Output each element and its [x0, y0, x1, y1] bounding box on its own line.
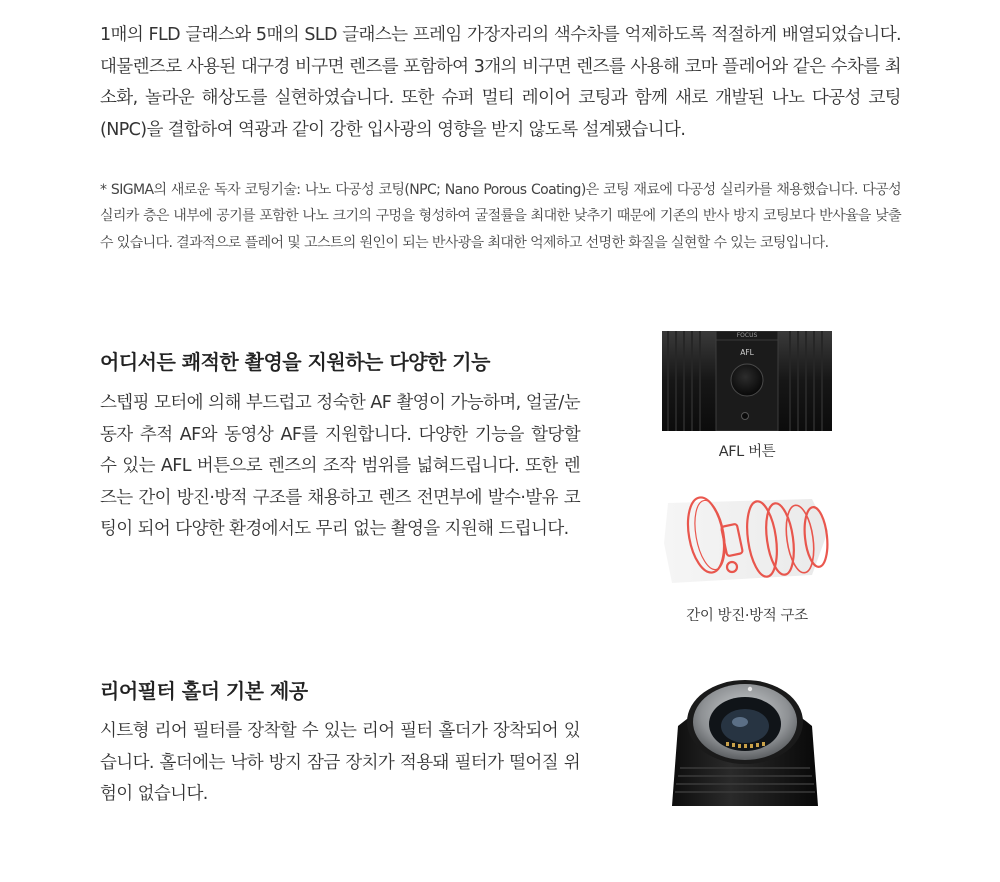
- section-rear-filter-title: 리어필터 홀더 기본 제공: [100, 679, 308, 703]
- intro-paragraph: 1매의 FLD 글래스와 5매의 SLD 글래스는 프레임 가장자리의 색수차를 억제하도록 적절하게 배열되었습니다. 대물렌즈로 사용된 대구경 비구면 렌즈를 포함하여 3개의 비구면 렌즈를 사용해 코마 플레어와 같은 수차를 최소화, 놀라운 해상도를 실현하였습니다. 또한 슈퍼 멀티 레이어 코팅과 함께 새로 개발된 나노 다공성 코팅(NPC)을 결합하여 역광과 같이 강한 입사광의 영향을 받지 않도록 설계됐습니다.: [100, 25, 901, 140]
- seal-structure-illustration: [662, 473, 832, 595]
- afl-button-image: [662, 331, 832, 431]
- section-rear-filter-body: 시트형 리어 필터를 장착할 수 있는 리어 필터 홀더가 장착되어 있습니다. 홀더에는 낙하 방지 잠금 장치가 적용돼 필터가 떨어질 위험이 없습니다.: [100, 721, 580, 804]
- afl-label: AFL: [740, 348, 754, 357]
- section-features-body: 스텝핑 모터에 의해 부드럽고 정숙한 AF 촬영이 가능하며, 얼굴/눈동자 추적 AF와 동영상 AF를 지원합니다. 다양한 기능을 할당할 수 있는 AFL 버튼으로 렌즈의 조작 범위를 넓혀드립니다. 또한 렌즈는 간이 방진·방적 구조를 채용하고 렌즈 전면부에 발수·발유 코팅이 되어 다양한 환경에서도 무리 없는 촬영을 지원해 드립니다.: [100, 393, 580, 539]
- lens-afl-illustration: [662, 331, 832, 431]
- weather-sealing-caption: 간이 방진·방적 구조: [686, 608, 808, 624]
- afl-caption: AFL 버튼: [718, 444, 776, 460]
- rear-filter-holder-image: [670, 676, 820, 806]
- focus-label: FOCUS: [736, 332, 758, 339]
- section-features-title: 어디서든 쾌적한 촬영을 지원하는 다양한 기능: [100, 350, 490, 374]
- npc-footnote: * SIGMA의 새로운 독자 코팅기술: 나노 다공성 코팅(NPC; Nano Porous Coating)은 코팅 재료에 다공성 실리카를 채용했습니다. 다공성 실리카 층은 내부에 공기를 포함한 나노 크기의 구멍을 형성하여 굴절률을 최대한 낮추기 때문에 기존의 반사 방지 코팅보다 반사율을 낮출 수 있습니다. 결과적으로 플레어 및 고스트의 원인이 되는 반사광을 최대한 억제하고 선명한 화질을 실현할 수 있는 코팅입니다.: [100, 182, 901, 251]
- weather-sealing-image: [662, 473, 832, 595]
- lens-mount-illustration: [670, 676, 820, 806]
